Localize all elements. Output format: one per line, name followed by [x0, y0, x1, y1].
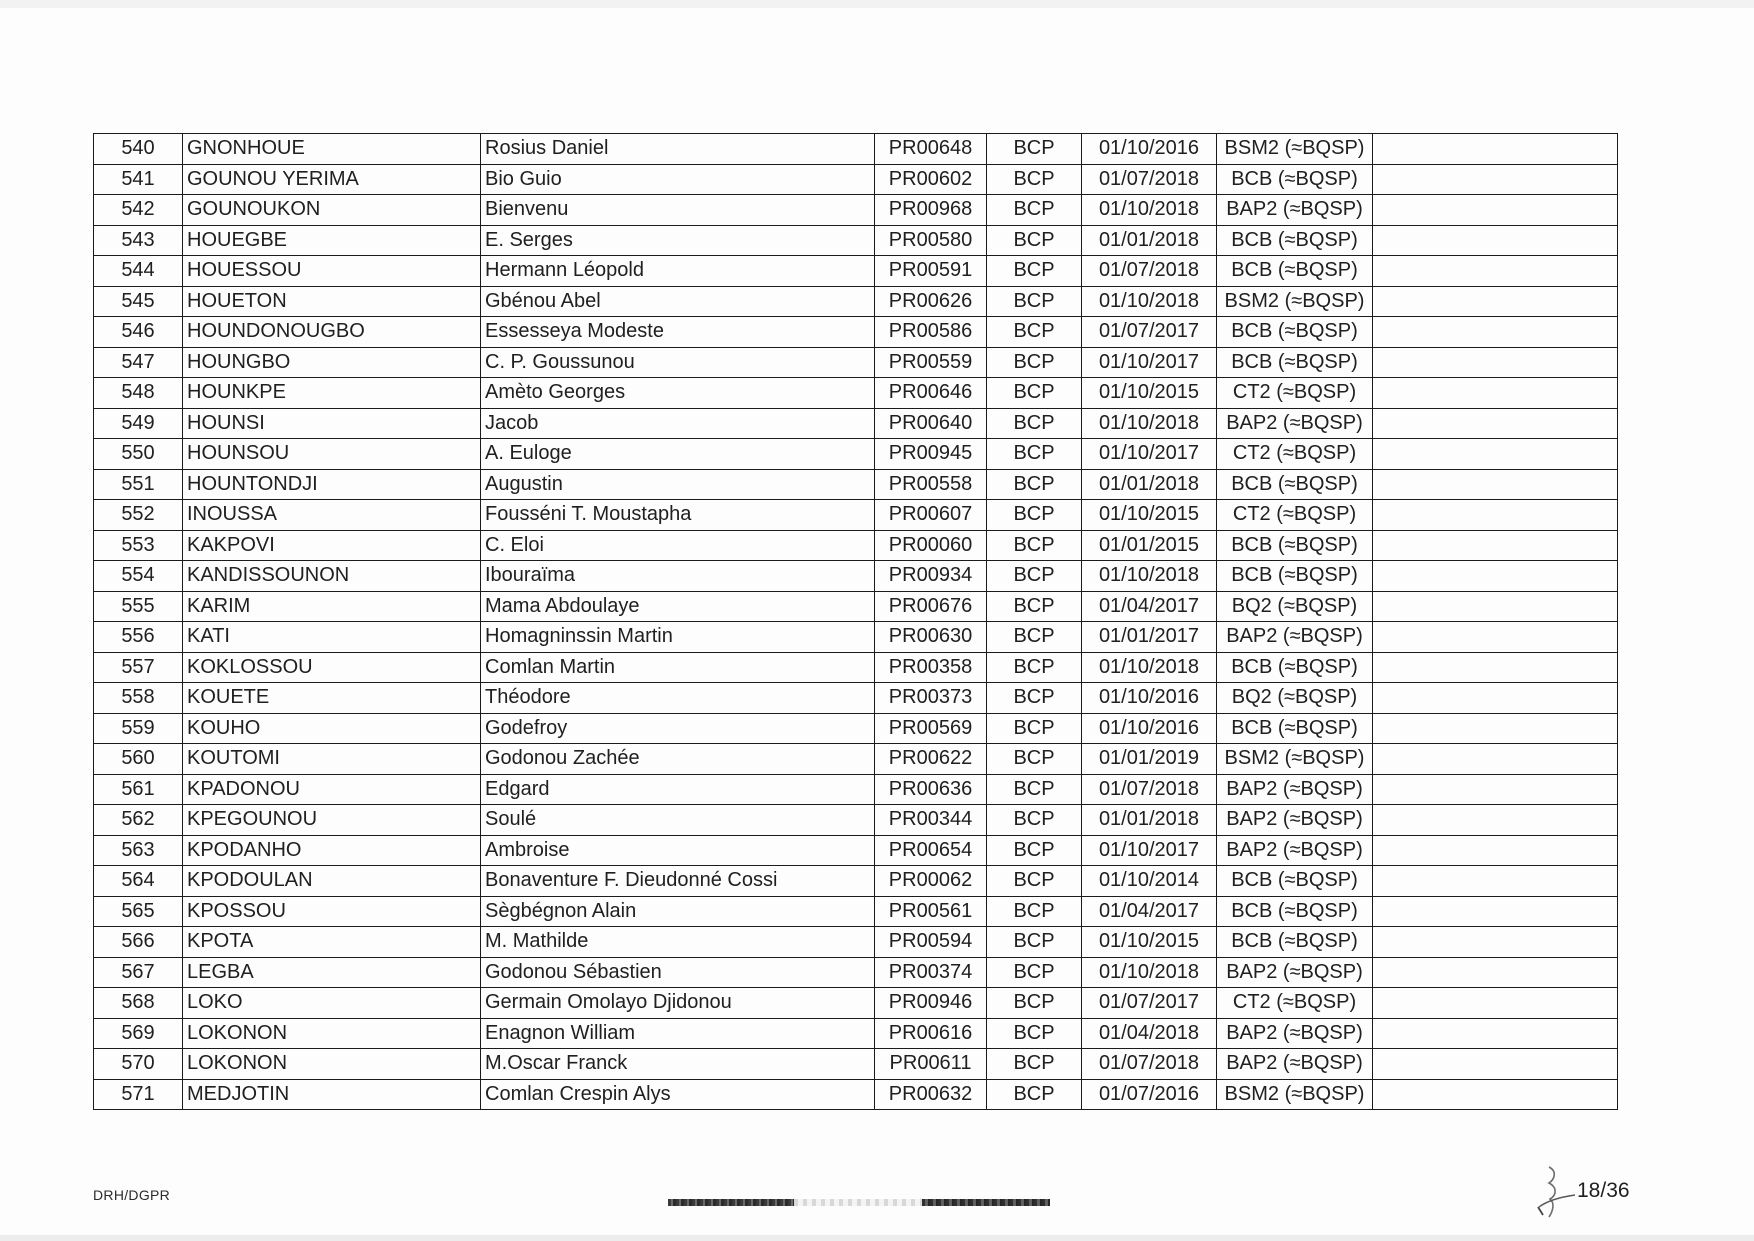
blank-cell [1373, 652, 1618, 683]
first-name-cell: Comlan Martin [481, 652, 875, 683]
table-row [94, 988, 1618, 1019]
corps-cell: BCP [987, 866, 1082, 897]
first-name-cell: Mama Abdoulaye [481, 591, 875, 622]
corps-cell: BCP [987, 1049, 1082, 1080]
scan-bottom-edge [0, 1235, 1754, 1241]
footer-scan-bar [922, 1199, 1050, 1206]
table-row [94, 896, 1618, 927]
first-name-cell: Sègbégnon Alain [481, 896, 875, 927]
date-cell: 01/10/2015 [1082, 500, 1217, 531]
grade-cell: CT2 (≈BQSP) [1217, 988, 1373, 1019]
row-number-cell: 562 [94, 805, 183, 836]
row-number-cell: 549 [94, 408, 183, 439]
corps-cell: BCP [987, 622, 1082, 653]
corps-cell: BCP [987, 439, 1082, 470]
matricule-cell: PR00945 [875, 439, 987, 470]
row-number-cell: 550 [94, 439, 183, 470]
row-number-cell: 543 [94, 225, 183, 256]
row-number-cell: 555 [94, 591, 183, 622]
row-number-cell: 551 [94, 469, 183, 500]
matricule-cell: PR00602 [875, 164, 987, 195]
first-name-cell: Soulé [481, 805, 875, 836]
date-cell: 01/07/2017 [1082, 988, 1217, 1019]
last-name-cell: KOUETE [183, 683, 481, 714]
matricule-cell: PR00062 [875, 866, 987, 897]
table-row [94, 378, 1618, 409]
grade-cell: CT2 (≈BQSP) [1217, 378, 1373, 409]
last-name-cell: KPADONOU [183, 774, 481, 805]
grade-cell: BCB (≈BQSP) [1217, 866, 1373, 897]
matricule-cell: PR00561 [875, 896, 987, 927]
corps-cell: BCP [987, 1079, 1082, 1110]
date-cell: 01/10/2017 [1082, 347, 1217, 378]
grade-cell: BCB (≈BQSP) [1217, 256, 1373, 287]
corps-cell: BCP [987, 805, 1082, 836]
first-name-cell: Jacob [481, 408, 875, 439]
matricule-cell: PR00580 [875, 225, 987, 256]
grade-cell: BAP2 (≈BQSP) [1217, 1018, 1373, 1049]
matricule-cell: PR00626 [875, 286, 987, 317]
date-cell: 01/04/2017 [1082, 591, 1217, 622]
matricule-cell: PR00630 [875, 622, 987, 653]
table-row [94, 1018, 1618, 1049]
blank-cell [1373, 256, 1618, 287]
table-row [94, 805, 1618, 836]
date-cell: 01/10/2016 [1082, 134, 1217, 165]
first-name-cell: Gbénou Abel [481, 286, 875, 317]
last-name-cell: HOUNSOU [183, 439, 481, 470]
matricule-cell: PR00632 [875, 1079, 987, 1110]
corps-cell: BCP [987, 652, 1082, 683]
table-row [94, 347, 1618, 378]
date-cell: 01/04/2017 [1082, 896, 1217, 927]
blank-cell [1373, 988, 1618, 1019]
last-name-cell: GNONHOUE [183, 134, 481, 165]
first-name-cell: C. P. Goussunou [481, 347, 875, 378]
date-cell: 01/01/2018 [1082, 225, 1217, 256]
footer-scan-bar [668, 1199, 794, 1206]
grade-cell: BSM2 (≈BQSP) [1217, 134, 1373, 165]
matricule-cell: PR00968 [875, 195, 987, 226]
date-cell: 01/10/2018 [1082, 286, 1217, 317]
grade-cell: BCB (≈BQSP) [1217, 347, 1373, 378]
matricule-cell: PR00611 [875, 1049, 987, 1080]
blank-cell [1373, 225, 1618, 256]
date-cell: 01/04/2018 [1082, 1018, 1217, 1049]
row-number-cell: 566 [94, 927, 183, 958]
blank-cell [1373, 378, 1618, 409]
last-name-cell: KATI [183, 622, 481, 653]
first-name-cell: Bonaventure F. Dieudonné Cossi [481, 866, 875, 897]
last-name-cell: HOUETON [183, 286, 481, 317]
date-cell: 01/07/2018 [1082, 774, 1217, 805]
table-row [94, 164, 1618, 195]
first-name-cell: Amèto Georges [481, 378, 875, 409]
matricule-cell: PR00373 [875, 683, 987, 714]
corps-cell: BCP [987, 713, 1082, 744]
corps-cell: BCP [987, 286, 1082, 317]
corps-cell: BCP [987, 378, 1082, 409]
corps-cell: BCP [987, 988, 1082, 1019]
last-name-cell: LOKO [183, 988, 481, 1019]
last-name-cell: KOUHO [183, 713, 481, 744]
corps-cell: BCP [987, 957, 1082, 988]
grade-cell: BSM2 (≈BQSP) [1217, 1079, 1373, 1110]
corps-cell: BCP [987, 530, 1082, 561]
date-cell: 01/01/2018 [1082, 805, 1217, 836]
blank-cell [1373, 591, 1618, 622]
last-name-cell: GOUNOU YERIMA [183, 164, 481, 195]
blank-cell [1373, 439, 1618, 470]
date-cell: 01/10/2017 [1082, 439, 1217, 470]
first-name-cell: Godonou Sébastien [481, 957, 875, 988]
corps-cell: BCP [987, 195, 1082, 226]
corps-cell: BCP [987, 896, 1082, 927]
last-name-cell: KANDISSOUNON [183, 561, 481, 592]
footer-department: DRH/DGPR [93, 1187, 171, 1203]
grade-cell: BAP2 (≈BQSP) [1217, 408, 1373, 439]
blank-cell [1373, 164, 1618, 195]
corps-cell: BCP [987, 591, 1082, 622]
corps-cell: BCP [987, 774, 1082, 805]
first-name-cell: Godonou Zachée [481, 744, 875, 775]
matricule-cell: PR00569 [875, 713, 987, 744]
table-row [94, 530, 1618, 561]
row-number-cell: 546 [94, 317, 183, 348]
table-row [94, 500, 1618, 531]
matricule-cell: PR00934 [875, 561, 987, 592]
last-name-cell: HOUNGBO [183, 347, 481, 378]
grade-cell: CT2 (≈BQSP) [1217, 500, 1373, 531]
grade-cell: BAP2 (≈BQSP) [1217, 774, 1373, 805]
blank-cell [1373, 774, 1618, 805]
grade-cell: BSM2 (≈BQSP) [1217, 286, 1373, 317]
grade-cell: BCB (≈BQSP) [1217, 927, 1373, 958]
grade-cell: BCB (≈BQSP) [1217, 469, 1373, 500]
blank-cell [1373, 866, 1618, 897]
first-name-cell: Théodore [481, 683, 875, 714]
date-cell: 01/10/2018 [1082, 195, 1217, 226]
first-name-cell: Ambroise [481, 835, 875, 866]
blank-cell [1373, 347, 1618, 378]
matricule-cell: PR00640 [875, 408, 987, 439]
matricule-cell: PR00358 [875, 652, 987, 683]
date-cell: 01/01/2015 [1082, 530, 1217, 561]
last-name-cell: LOKONON [183, 1049, 481, 1080]
grade-cell: BAP2 (≈BQSP) [1217, 957, 1373, 988]
last-name-cell: KOKLOSSOU [183, 652, 481, 683]
blank-cell [1373, 805, 1618, 836]
matricule-cell: PR00636 [875, 774, 987, 805]
blank-cell [1373, 622, 1618, 653]
table-row [94, 927, 1618, 958]
date-cell: 01/10/2016 [1082, 683, 1217, 714]
date-cell: 01/01/2019 [1082, 744, 1217, 775]
corps-cell: BCP [987, 347, 1082, 378]
table-row [94, 683, 1618, 714]
matricule-cell: PR00946 [875, 988, 987, 1019]
date-cell: 01/10/2017 [1082, 835, 1217, 866]
grade-cell: BAP2 (≈BQSP) [1217, 622, 1373, 653]
grade-cell: BAP2 (≈BQSP) [1217, 835, 1373, 866]
signature-icon [1535, 1163, 1575, 1223]
matricule-cell: PR00374 [875, 957, 987, 988]
table-row [94, 622, 1618, 653]
first-name-cell: C. Eloi [481, 530, 875, 561]
row-number-cell: 554 [94, 561, 183, 592]
first-name-cell: Bio Guio [481, 164, 875, 195]
date-cell: 01/07/2018 [1082, 164, 1217, 195]
date-cell: 01/10/2015 [1082, 927, 1217, 958]
table-row [94, 866, 1618, 897]
first-name-cell: Hermann Léopold [481, 256, 875, 287]
blank-cell [1373, 744, 1618, 775]
corps-cell: BCP [987, 134, 1082, 165]
corps-cell: BCP [987, 835, 1082, 866]
first-name-cell: E. Serges [481, 225, 875, 256]
first-name-cell: Fousséni T. Moustapha [481, 500, 875, 531]
blank-cell [1373, 530, 1618, 561]
blank-cell [1373, 286, 1618, 317]
date-cell: 01/01/2018 [1082, 469, 1217, 500]
last-name-cell: HOUEGBE [183, 225, 481, 256]
page-number: 18/36 [1577, 1179, 1630, 1202]
footer-scan-bar-faint [794, 1199, 922, 1206]
row-number-cell: 547 [94, 347, 183, 378]
matricule-cell: PR00594 [875, 927, 987, 958]
row-number-cell: 568 [94, 988, 183, 1019]
first-name-cell: Homagninssin Martin [481, 622, 875, 653]
blank-cell [1373, 195, 1618, 226]
corps-cell: BCP [987, 500, 1082, 531]
last-name-cell: KARIM [183, 591, 481, 622]
blank-cell [1373, 1079, 1618, 1110]
table-body [94, 134, 1618, 1110]
last-name-cell: LOKONON [183, 1018, 481, 1049]
last-name-cell: HOUNKPE [183, 378, 481, 409]
last-name-cell: MEDJOTIN [183, 1079, 481, 1110]
blank-cell [1373, 500, 1618, 531]
grade-cell: BCB (≈BQSP) [1217, 164, 1373, 195]
row-number-cell: 542 [94, 195, 183, 226]
last-name-cell: KAKPOVI [183, 530, 481, 561]
first-name-cell: Rosius Daniel [481, 134, 875, 165]
table-row [94, 957, 1618, 988]
table-row [94, 195, 1618, 226]
grade-cell: BSM2 (≈BQSP) [1217, 744, 1373, 775]
blank-cell [1373, 1018, 1618, 1049]
table-row [94, 774, 1618, 805]
row-number-cell: 545 [94, 286, 183, 317]
blank-cell [1373, 1049, 1618, 1080]
corps-cell: BCP [987, 469, 1082, 500]
row-number-cell: 570 [94, 1049, 183, 1080]
table-row [94, 286, 1618, 317]
grade-cell: BCB (≈BQSP) [1217, 713, 1373, 744]
matricule-cell: PR00607 [875, 500, 987, 531]
row-number-cell: 564 [94, 866, 183, 897]
matricule-cell: PR00648 [875, 134, 987, 165]
first-name-cell: A. Euloge [481, 439, 875, 470]
table-row [94, 134, 1618, 165]
date-cell: 01/10/2014 [1082, 866, 1217, 897]
table-row [94, 408, 1618, 439]
row-number-cell: 559 [94, 713, 183, 744]
grade-cell: BCB (≈BQSP) [1217, 652, 1373, 683]
date-cell: 01/10/2018 [1082, 408, 1217, 439]
row-number-cell: 569 [94, 1018, 183, 1049]
last-name-cell: KPEGOUNOU [183, 805, 481, 836]
matricule-cell: PR00344 [875, 805, 987, 836]
personnel-table [93, 133, 1618, 1110]
row-number-cell: 567 [94, 957, 183, 988]
date-cell: 01/07/2017 [1082, 317, 1217, 348]
grade-cell: BAP2 (≈BQSP) [1217, 195, 1373, 226]
table-row [94, 317, 1618, 348]
date-cell: 01/10/2018 [1082, 561, 1217, 592]
last-name-cell: KPOTA [183, 927, 481, 958]
blank-cell [1373, 317, 1618, 348]
corps-cell: BCP [987, 927, 1082, 958]
date-cell: 01/10/2015 [1082, 378, 1217, 409]
grade-cell: BQ2 (≈BQSP) [1217, 683, 1373, 714]
row-number-cell: 557 [94, 652, 183, 683]
corps-cell: BCP [987, 256, 1082, 287]
last-name-cell: HOUNSI [183, 408, 481, 439]
grade-cell: CT2 (≈BQSP) [1217, 439, 1373, 470]
first-name-cell: M.Oscar Franck [481, 1049, 875, 1080]
grade-cell: BCB (≈BQSP) [1217, 561, 1373, 592]
last-name-cell: LEGBA [183, 957, 481, 988]
last-name-cell: HOUNTONDJI [183, 469, 481, 500]
blank-cell [1373, 683, 1618, 714]
first-name-cell: Godefroy [481, 713, 875, 744]
row-number-cell: 571 [94, 1079, 183, 1110]
last-name-cell: KPOSSOU [183, 896, 481, 927]
last-name-cell: KOUTOMI [183, 744, 481, 775]
table-row [94, 835, 1618, 866]
blank-cell [1373, 957, 1618, 988]
matricule-cell: PR00586 [875, 317, 987, 348]
last-name-cell: KPODANHO [183, 835, 481, 866]
row-number-cell: 552 [94, 500, 183, 531]
corps-cell: BCP [987, 1018, 1082, 1049]
row-number-cell: 565 [94, 896, 183, 927]
date-cell: 01/07/2018 [1082, 256, 1217, 287]
table-row [94, 225, 1618, 256]
matricule-cell: PR00654 [875, 835, 987, 866]
last-name-cell: GOUNOUKON [183, 195, 481, 226]
table-row [94, 469, 1618, 500]
date-cell: 01/10/2018 [1082, 652, 1217, 683]
table-row [94, 1049, 1618, 1080]
row-number-cell: 548 [94, 378, 183, 409]
row-number-cell: 561 [94, 774, 183, 805]
first-name-cell: Bienvenu [481, 195, 875, 226]
grade-cell: BAP2 (≈BQSP) [1217, 805, 1373, 836]
table-row [94, 652, 1618, 683]
corps-cell: BCP [987, 561, 1082, 592]
matricule-cell: PR00646 [875, 378, 987, 409]
matricule-cell: PR00559 [875, 347, 987, 378]
corps-cell: BCP [987, 225, 1082, 256]
first-name-cell: Essesseya Modeste [481, 317, 875, 348]
row-number-cell: 540 [94, 134, 183, 165]
grade-cell: BCB (≈BQSP) [1217, 317, 1373, 348]
table-row [94, 1079, 1618, 1110]
row-number-cell: 544 [94, 256, 183, 287]
row-number-cell: 560 [94, 744, 183, 775]
blank-cell [1373, 408, 1618, 439]
table-row [94, 591, 1618, 622]
row-number-cell: 556 [94, 622, 183, 653]
blank-cell [1373, 835, 1618, 866]
date-cell: 01/07/2016 [1082, 1079, 1217, 1110]
first-name-cell: M. Mathilde [481, 927, 875, 958]
row-number-cell: 558 [94, 683, 183, 714]
last-name-cell: INOUSSA [183, 500, 481, 531]
blank-cell [1373, 896, 1618, 927]
table-row [94, 256, 1618, 287]
first-name-cell: Enagnon William [481, 1018, 875, 1049]
grade-cell: BCB (≈BQSP) [1217, 530, 1373, 561]
blank-cell [1373, 927, 1618, 958]
row-number-cell: 541 [94, 164, 183, 195]
blank-cell [1373, 561, 1618, 592]
table-row [94, 713, 1618, 744]
matricule-cell: PR00558 [875, 469, 987, 500]
first-name-cell: Edgard [481, 774, 875, 805]
row-number-cell: 553 [94, 530, 183, 561]
first-name-cell: Augustin [481, 469, 875, 500]
corps-cell: BCP [987, 408, 1082, 439]
first-name-cell: Comlan Crespin Alys [481, 1079, 875, 1110]
grade-cell: BCB (≈BQSP) [1217, 896, 1373, 927]
grade-cell: BQ2 (≈BQSP) [1217, 591, 1373, 622]
blank-cell [1373, 134, 1618, 165]
scan-top-edge [0, 0, 1754, 8]
matricule-cell: PR00676 [875, 591, 987, 622]
table-row [94, 561, 1618, 592]
matricule-cell: PR00616 [875, 1018, 987, 1049]
corps-cell: BCP [987, 683, 1082, 714]
table-row [94, 439, 1618, 470]
date-cell: 01/01/2017 [1082, 622, 1217, 653]
corps-cell: BCP [987, 317, 1082, 348]
grade-cell: BAP2 (≈BQSP) [1217, 1049, 1373, 1080]
date-cell: 01/10/2016 [1082, 713, 1217, 744]
last-name-cell: KPODOULAN [183, 866, 481, 897]
row-number-cell: 563 [94, 835, 183, 866]
grade-cell: BCB (≈BQSP) [1217, 225, 1373, 256]
matricule-cell: PR00060 [875, 530, 987, 561]
corps-cell: BCP [987, 744, 1082, 775]
date-cell: 01/10/2018 [1082, 957, 1217, 988]
blank-cell [1373, 713, 1618, 744]
last-name-cell: HOUNDONOUGBO [183, 317, 481, 348]
blank-cell [1373, 469, 1618, 500]
matricule-cell: PR00591 [875, 256, 987, 287]
date-cell: 01/07/2018 [1082, 1049, 1217, 1080]
first-name-cell: Germain Omolayo Djidonou [481, 988, 875, 1019]
last-name-cell: HOUESSOU [183, 256, 481, 287]
matricule-cell: PR00622 [875, 744, 987, 775]
corps-cell: BCP [987, 164, 1082, 195]
table-row [94, 744, 1618, 775]
first-name-cell: Ibouraïma [481, 561, 875, 592]
